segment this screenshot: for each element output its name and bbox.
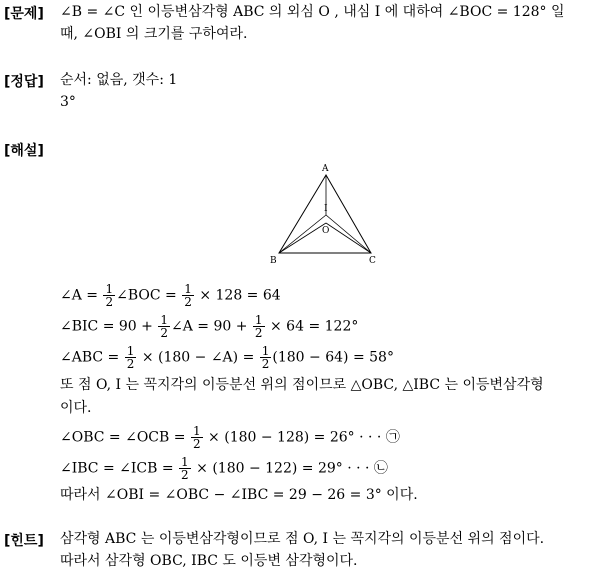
hint-line-2: 따라서 삼각형 OBC, IBC 도 이등변 삼각형이다. (60, 553, 358, 569)
answer-line-2: 3° (60, 94, 76, 110)
fraction: $\frac{1}{2}$ (184, 282, 192, 309)
answer-tag: [정답] (4, 74, 44, 90)
segment-co (326, 215, 371, 253)
label-b: B (270, 256, 277, 266)
equation-1: ∠A = $\frac{1}{2}$ ∠BOC = $\frac{1}{2}$ × 128 = 64 (60, 282, 281, 309)
segment-bi (279, 223, 326, 253)
solution-text-3: 따라서 ∠OBI = ∠OBC − ∠IBC = 29 − 26 = 3° 이다. (60, 487, 418, 503)
segment-bo (279, 215, 326, 253)
problem-line-1: ∠B = ∠C 인 이등변삼각형 ABC 의 외심 O , 내심 I 에 대하여 ∠BOC = 128° 일 (60, 4, 565, 20)
label-c: C (369, 256, 376, 266)
triangle-figure (270, 160, 385, 270)
fraction: $\frac{1}{2}$ (254, 313, 263, 340)
fraction: $\frac{1}{2}$ (261, 344, 270, 371)
hint-tag: [힌트] (4, 533, 44, 549)
fraction: $\frac{1}{2}$ (126, 344, 135, 371)
problem-tag: [문제] (4, 6, 44, 22)
equation-2: ∠BIC = 90 + $\frac{1}{2}$ ∠A = 90 + $\frac{1}{2}$ × 64 = 122° (60, 313, 359, 340)
fraction: $\frac{1}{2}$ (181, 455, 189, 482)
segment-ci (326, 223, 371, 253)
solution-text-2: 이다. (60, 400, 92, 416)
equation-3: ∠ABC = $\frac{1}{2}$ × (180 − ∠A) = $\frac{1}{2}$ (180 − 64) = 58° (60, 344, 394, 371)
fraction: $\frac{1}{2}$ (192, 424, 201, 451)
equation-5: ∠IBC = ∠ICB = $\frac{1}{2}$ × (180 − 122) = 29° · · · ㉡ (60, 455, 388, 482)
label-o: O (322, 226, 330, 236)
problem-line-2: 때, ∠OBI 의 크기를 구하여라. (60, 26, 248, 42)
label-i: I (324, 204, 328, 214)
solution-text-1: 또 점 O, I 는 꼭지각의 이등분선 위의 점이므로 △OBC, △IBC 는 이등변삼각형 (60, 377, 544, 393)
hint-line-1: 삼각형 ABC 는 이등변삼각형이므로 점 O, I 는 꼭지각의 이등분선 위의 점이다. (60, 531, 545, 547)
answer-line-1: 순서: 없음, 갯수: 1 (60, 72, 178, 88)
label-a: A (322, 164, 329, 174)
fraction: $\frac{1}{2}$ (105, 282, 114, 309)
solution-tag: [해설] (4, 143, 44, 159)
equation-4: ∠OBC = ∠OCB = $\frac{1}{2}$ × (180 − 128) = 26° · · · ㉠ (60, 424, 400, 451)
fraction: $\frac{1}{2}$ (160, 313, 168, 340)
